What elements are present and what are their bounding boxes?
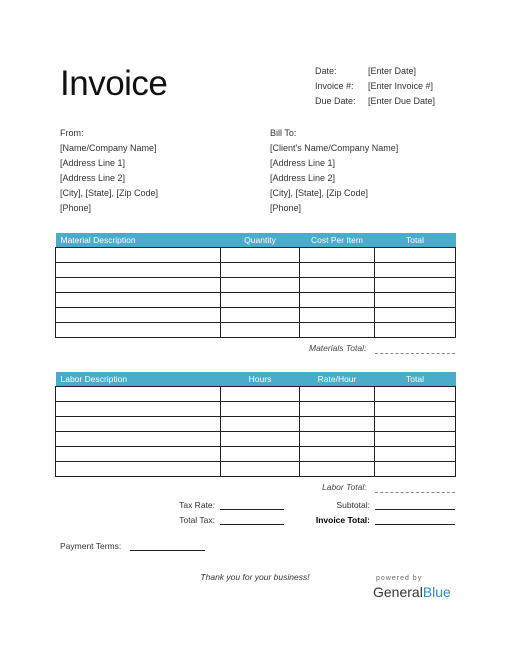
subtotal-label: Subtotal: (336, 500, 370, 510)
table-row (56, 248, 456, 263)
table-cell[interactable] (375, 402, 456, 417)
table-cell[interactable] (56, 278, 221, 293)
table-cell[interactable] (56, 263, 221, 278)
bill-to-phone[interactable]: [Phone] (270, 203, 302, 213)
table-cell[interactable] (375, 248, 456, 263)
total-tax-label: Total Tax: (179, 515, 215, 525)
material-description-header: Material Description (56, 233, 221, 248)
table-cell[interactable] (375, 323, 456, 338)
table-cell[interactable] (56, 417, 221, 432)
from-city-state-zip[interactable]: [City], [State], [Zip Code] (60, 188, 159, 198)
table-cell[interactable] (56, 248, 221, 263)
table-cell[interactable] (300, 323, 375, 338)
table-cell[interactable] (221, 387, 300, 402)
materials-header-row (56, 233, 456, 248)
table-cell[interactable] (221, 278, 300, 293)
table-cell[interactable] (56, 308, 221, 323)
due-date-label: Due Date: (315, 96, 356, 106)
table-cell[interactable] (375, 432, 456, 447)
bill-to-address (270, 126, 398, 216)
subtotal-field[interactable] (375, 509, 455, 510)
material-total-header: Total (375, 233, 456, 248)
bill-to-heading: Bill To: (270, 128, 297, 138)
table-cell[interactable] (221, 323, 300, 338)
generalblue-logo (373, 584, 451, 600)
table-cell[interactable] (375, 417, 456, 432)
table-row (56, 278, 456, 293)
table-cell[interactable] (56, 323, 221, 338)
table-cell[interactable] (300, 447, 375, 462)
table-cell[interactable] (221, 417, 300, 432)
table-cell[interactable] (56, 432, 221, 447)
from-address-line-1[interactable]: [Address Line 1] (60, 158, 126, 168)
table-cell[interactable] (300, 432, 375, 447)
table-cell[interactable] (56, 462, 221, 477)
from-address-line-2[interactable]: [Address Line 2] (60, 173, 126, 183)
table-cell[interactable] (56, 293, 221, 308)
table-row (56, 462, 456, 477)
date-field[interactable]: [Enter Date] (368, 66, 417, 76)
invoice-number-row (315, 79, 435, 94)
from-name[interactable]: [Name/Company Name] (60, 143, 157, 153)
table-cell[interactable] (221, 293, 300, 308)
table-cell[interactable] (375, 278, 456, 293)
brand-name-part-2: Blue (422, 584, 451, 600)
bill-to-address-line-1[interactable]: [Address Line 1] (270, 158, 336, 168)
from-heading: From: (60, 128, 84, 138)
bill-to-city-state-zip[interactable]: [City], [State], [Zip Code] (270, 188, 369, 198)
from-phone[interactable]: [Phone] (60, 203, 92, 213)
cost-per-item-header: Cost Per Item (300, 233, 375, 248)
table-cell[interactable] (221, 308, 300, 323)
labor-description-header: Labor Description (56, 372, 221, 387)
table-cell[interactable] (300, 462, 375, 477)
rate-per-hour-header: Rate/Hour (300, 372, 375, 387)
table-cell[interactable] (221, 432, 300, 447)
table-cell[interactable] (300, 387, 375, 402)
labor-total-header: Total (375, 372, 456, 387)
labor-total-field[interactable] (375, 492, 455, 493)
table-cell[interactable] (221, 462, 300, 477)
table-cell[interactable] (221, 248, 300, 263)
thank-you-note: Thank you for your business! (200, 572, 310, 582)
table-row (56, 402, 456, 417)
table-row (56, 308, 456, 323)
hours-header: Hours (221, 372, 300, 387)
bill-to-name[interactable]: [Client's Name/Company Name] (270, 143, 399, 153)
table-cell[interactable] (375, 263, 456, 278)
table-cell[interactable] (375, 447, 456, 462)
labor-table (55, 372, 456, 477)
table-row (56, 293, 456, 308)
table-row (56, 387, 456, 402)
table-row (56, 323, 456, 338)
bill-to-address-line-2[interactable]: [Address Line 2] (270, 173, 336, 183)
table-cell[interactable] (221, 402, 300, 417)
total-tax-field[interactable] (220, 524, 284, 525)
quantity-header: Quantity (221, 233, 300, 248)
table-row (56, 417, 456, 432)
invoice-meta (315, 64, 435, 109)
tax-rate-label: Tax Rate: (179, 500, 215, 510)
from-address (60, 126, 158, 216)
table-cell[interactable] (221, 263, 300, 278)
table-cell[interactable] (56, 387, 221, 402)
payment-terms-field[interactable] (130, 550, 205, 551)
table-cell[interactable] (300, 263, 375, 278)
invoice-total-field[interactable] (375, 524, 455, 525)
due-date-row (315, 94, 435, 109)
due-date-field[interactable]: [Enter Due Date] (368, 96, 436, 106)
table-cell[interactable] (300, 402, 375, 417)
table-row (56, 432, 456, 447)
materials-total-field[interactable] (375, 353, 455, 354)
tax-rate-field[interactable] (220, 509, 284, 510)
table-cell[interactable] (300, 293, 375, 308)
table-cell[interactable] (300, 248, 375, 263)
table-row (56, 447, 456, 462)
table-cell[interactable] (375, 462, 456, 477)
brand-name-part-1: General (373, 584, 423, 600)
table-cell[interactable] (56, 402, 221, 417)
table-cell[interactable] (375, 387, 456, 402)
date-label: Date: (315, 66, 337, 76)
table-cell[interactable] (221, 447, 300, 462)
date-row (315, 64, 435, 79)
materials-table (55, 233, 456, 338)
labor-header-row (56, 372, 456, 387)
materials-total-label: Materials Total: (309, 343, 367, 353)
table-cell[interactable] (300, 278, 375, 293)
powered-by-label: powered by (376, 575, 423, 582)
table-cell[interactable] (300, 417, 375, 432)
invoice-title: Invoice (60, 64, 168, 103)
table-cell[interactable] (375, 293, 456, 308)
table-cell[interactable] (375, 308, 456, 323)
invoice-number-label: Invoice #: (315, 81, 354, 91)
table-row (56, 263, 456, 278)
labor-total-label: Labor Total: (322, 482, 367, 492)
invoice-number-field[interactable]: [Enter Invoice #] (368, 81, 434, 91)
invoice-total-label: Invoice Total: (315, 515, 370, 525)
table-cell[interactable] (300, 308, 375, 323)
payment-terms-label: Payment Terms: (60, 541, 122, 551)
table-cell[interactable] (56, 447, 221, 462)
